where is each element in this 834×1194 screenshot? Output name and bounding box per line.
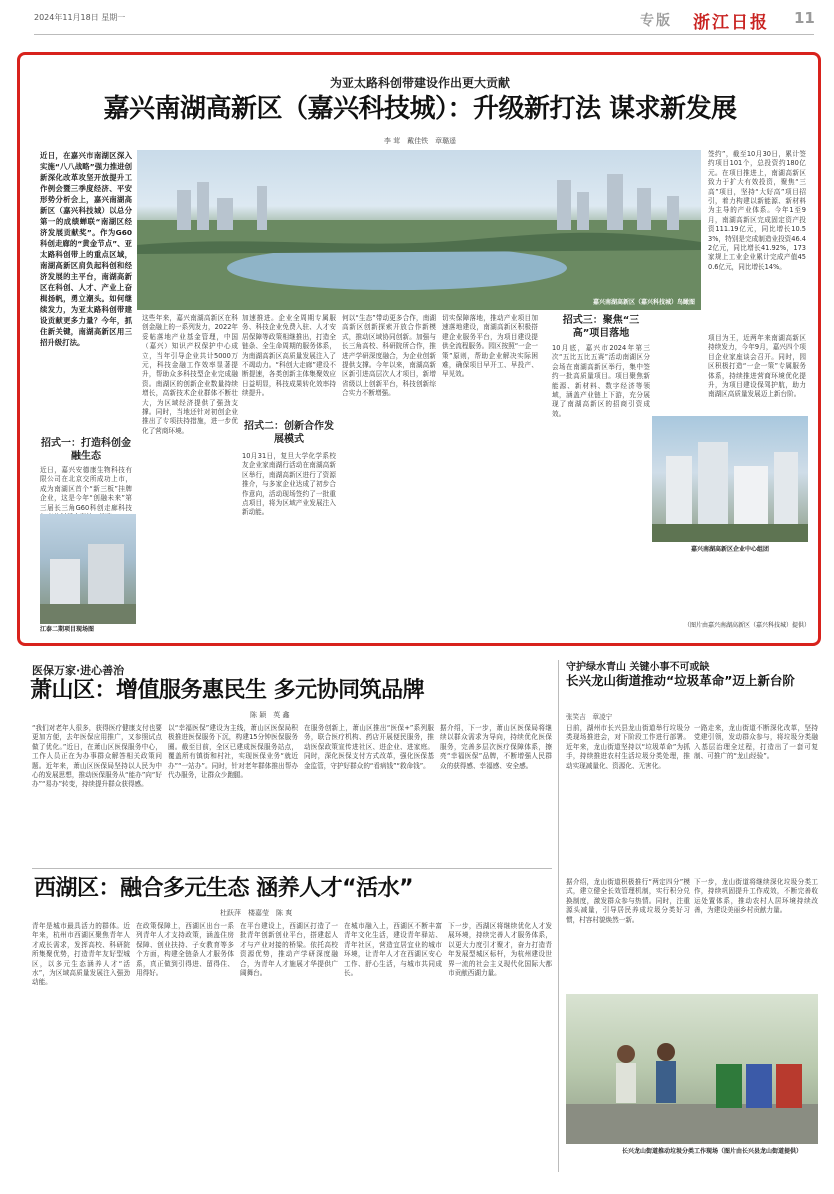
story4-body3: 在平台建设上，西湖区打造了一批青年创新创业平台，搭建起人才与产业对接的桥梁。依托高校资源优势，推动产学研深度融合，为青年人才施展才华提供广阔舞台。	[240, 922, 338, 978]
enterprise-center-illustration	[652, 416, 808, 542]
story4-body5: 下一步，西湖区将继续优化人才发展环境，持续完善人才服务体系，以更大力度引才聚才，奋力打造青年发展型城区标杆，为杭州建设世界一流的社会主义现代化国际大都市贡献西湖力量。	[448, 922, 552, 978]
story3-body3: 据介绍，龙山街道积极推行“两定四分”模式，建立健全长效管理机制，实行积分兑换制度，激发群众参与热情。同时，注重源头减量，引导居民养成垃圾分类好习惯，村容村貌焕然一新。	[566, 878, 690, 924]
header-section: 专版	[640, 13, 672, 29]
story3-body1: 日前，湖州市长兴县龙山街道举行垃圾分类现场推进会，对下阶段工作进行部署。近年来，龙山街道坚持以“垃圾革命”为抓手，持续推进农村生活垃圾分类处理，推动实现减量化、资源化、无害化。	[566, 724, 690, 770]
story2-headline: 萧山区：增值服务惠民生 多元协同筑品牌	[30, 678, 425, 703]
photo3-caption: （图片由嘉兴南湖高新区（嘉兴科技城）提供）	[683, 622, 810, 629]
story3-body2: 一路走来，龙山街道不断深化改革，坚持党建引领，发动群众参与，将垃圾分类融入基层治理全过程，打造出了一套可复制、可推广的“龙山经验”。	[694, 724, 818, 761]
story3-kicker: 守护绿水青山 关键小事不可或缺	[566, 662, 710, 673]
nanhu-aerial-photo	[137, 150, 701, 310]
header-date: 2024年11月18日 星期一	[34, 13, 126, 22]
story1-kicker: 为亚太路科创带建设作出更大贡献	[329, 76, 510, 90]
story4-body4: 在城市融入上，西湖区不断丰富青年文化生活，建设青年驿站、青年社区，营造宜居宜业的城市环境，让青年人才在西湖区安心工作、舒心生活，与城市共同成长。	[344, 922, 442, 978]
garbage-sorting-illustration	[566, 994, 818, 1144]
story1-lead: 近日，在嘉兴市南湖区深入实施“八八战略”强力推进创新深化改革攻坚开放提升工作例会暨三季度经济、平安形势分析会上，嘉兴南湖高新区（嘉兴科技城）以总分第一的成绩蝉联“南湖区经济发展贡献奖”。作为G60科创走廊的“黄金节点”、亚太路科创带上的重点区域，南湖高新区肩负起科创和经济发展的主平台，南湖高新区在科创、人才、产业上奋楫扬帆，勇立潮头。如何继续发力，为亚太路科创带建设贡献更多力量？今年，抓住新关键，南湖高新区用三招升级打法。	[40, 151, 132, 347]
story2-body3: 在服务创新上，萧山区推出“医保+”系列服务，联合医疗机构、药店开展便民服务，推动医保政策宣传进社区、进企业、进家庭。同时，深化医保支付方式改革，强化医保基金监管，守护好群众的“看病钱”“救命钱”。	[304, 724, 434, 770]
story3-headline: 长兴龙山街道推动“垃圾革命”迈上新台阶	[566, 673, 795, 688]
story1-byline: 李 茸 戴佳铁 章璐遥	[383, 137, 457, 145]
story3-body4: 下一步，龙山街道将继续深化垃圾分类工作，持续巩固提升工作成效，不断完善收运处置体系，推动农村人居环境持续改善，为建设美丽乡村贡献力量。	[694, 878, 818, 915]
header-logo: 浙江日报	[693, 13, 769, 33]
story3-photo-caption: 长兴龙山街道推动垃圾分类工作现场（图片由长兴县龙山街道提供）	[621, 1148, 802, 1155]
story2-body1: “我们对老年人很多，获得医疗健康支付也要更加方便，去年医保应用推广，又参照试点做了优化。”近日，在萧山区医保服务中心，工作人员正在为办事群众解答相关政策问题。近年来，萧山区医保局坚持以人民为中心的发展思想，推动医保服务从“能办”向“好办”“易办”转变，持续提升群众获得感。	[32, 724, 162, 789]
enterprise-center-photo	[652, 416, 808, 542]
story4-byline: 杜跃萍 楼嘉莹 陈 爽	[220, 909, 293, 917]
page-header	[0, 0, 834, 40]
story2-body4: 据介绍，下一步，萧山区医保局将继续以群众需求为导向，持续优化医保服务，完善多层次医疗保障体系，擦亮“幸福医保”品牌，不断增强人民群众的获得感、幸福感、安全感。	[440, 724, 552, 770]
header-rule	[34, 34, 814, 35]
story4-body2: 在政策保障上，西湖区出台一系列青年人才支持政策，涵盖住房保障、创业扶持、子女教育等多个方面，构建全链条人才服务体系，真正做到引得进、留得住、用得好。	[136, 922, 234, 978]
story4-headline: 西湖区：融合多元生态 涵养人才“活水”	[34, 876, 414, 901]
photo1-caption: 嘉兴南湖高新区（嘉兴科技城）鸟瞰图	[592, 299, 695, 306]
story2-kicker: 医保万家·进心善治	[32, 664, 125, 677]
nanhu-aerial-illustration	[137, 150, 701, 310]
story2-byline: 陈 颖 英 鑫	[250, 711, 290, 719]
story1-headline: 嘉兴南湖高新区（嘉兴科技城）：升级新打法 谋求新发展	[103, 94, 737, 124]
story1-col3-body: 加速推进。企业全周期专属服务、科技企业免费入驻、人才安居保障等政策相继推出，打造全链条、全生命周期的服务体系，为南湖高新区高质量发展注入了不竭动力。“科创大走廊”建设不断提速，各类创新主体集聚效应日益明显，科技成果转化效率持续提升。	[242, 314, 336, 398]
story1-col3-body2: 10月31日，复旦大学化学系校友企业家南湖行活动在南湖高新区举行，南湖高新区进行了资源推介，与多家企业达成了初步合作意向，活动现场签约了一批重点项目，将为区域产业发展注入新动能。	[242, 452, 336, 517]
header-page-number: 11	[794, 9, 815, 27]
story-divider-vertical	[558, 660, 559, 1172]
story1-col4-body: 何以“生态”带动更多合作，南湖高新区创新探索开放合作新模式，推动区域协同创新。加强与长三角高校、科研院所合作，推进产学研深度融合，为企业创新提供支撑。今年以来，南湖高新区新引进高层次人才项目，新增省级以上创新平台，科技创新综合实力不断增强。	[342, 314, 436, 398]
photo-small-caption: 江泰二期项目现场图	[40, 626, 95, 633]
construction-illustration	[40, 514, 136, 624]
story1-section3-title: 招式三：聚焦“三高”项目落地	[562, 315, 640, 339]
garbage-sorting-photo	[566, 994, 818, 1144]
story4-top-rule	[32, 868, 552, 869]
story1-col5-body: 切实保障落地，推动产业项目加速落地建设，南湖高新区积极搭建企业服务平台，为项目建设提供全流程服务。园区按照“一企一策”原则，帮助企业解决实际困难，确保项目早开工、早投产、早见效。	[442, 314, 538, 379]
story1-col5-body2: 10月底，嘉兴市2024年第三次“五比五比五赛”活动南湖区分会场在南湖高新区举行，集中签约一批高质量项目。项目聚焦新能源、新材料、数字经济等领域，涵盖产业链上下游，充分展现了南湖高新区的招商引资成效。	[552, 344, 650, 418]
story3-byline: 张笑吉 章凌宁	[566, 713, 613, 721]
story1-section2-title: 招式二：创新合作发展模式	[244, 421, 334, 445]
story1-col6-body: 签约”，截至10月30日，累计签约项目101个，总投资约180亿元。在项目推进上，南湖高新区致力于扩大有效投资，聚焦“三高”项目，坚持“大好高”项目招引，着力构建以新能源、新材料为主导的产业体系。今年1至9月，南湖高新区完成固定资产投资111.19亿元，同比增长10.53%，特别是完成制造业投资46.42亿元，同比增长41.92%，173家规上工业企业累计完成产值450.6亿元，同比增长14%。	[708, 150, 806, 271]
story1-col1-body2: 近日，嘉兴安德康生物科技有限公司在北京交所成功上市，成为南湖区首个“新三板”挂牌企业，这是今年“创融未来”第三届长三角G60科创走廊科技	[40, 466, 132, 512]
story1-col6-body2: 项目为王，近两年来南湖高新区持续发力，今年9月，嘉兴四个项目企业家座谈会召开。同时，园区积极打造“一企一策”专属服务体系，持续推进营商环境优化提升，为项目建设保驾护航，助力南湖区高质量发展迈上新台阶。	[708, 334, 806, 399]
story1-col2-body: 这些年来，嘉兴南湖高新区在科创金融上的一系列发力，2022年妥帖落地产业基金管理，中国（嘉兴）知识产权保护中心成立，当年引导企业共计5000万元，科技金融工作效率显著提升，帮助众多科技型企业完成融资。南湖区的创新企业数量持续增长，高新技术企业群体不断壮大，为区域经济提供了强劲支撑。同时，当地还针对初创企业推出了专项扶持措施，进一步优化了营商环境。	[142, 314, 238, 435]
photo2-caption: 嘉兴南湖高新区企业中心组团	[690, 546, 769, 553]
project-construction-photo	[40, 514, 136, 624]
story2-body2: 以“幸福医保”建设为主线，萧山区医保局积极推进医保服务下沉，构建15分钟医保服务圈。截至目前，全区已建成医保服务站点，覆盖所有镇街和村社，实现医保业务“就近办”“一站办”。同时，针对老年群体推出帮办代办服务，让群众少跑腿。	[168, 724, 298, 780]
story1-section1-title: 招式一：打造科创金融生态	[41, 438, 131, 462]
story4-body1: 青年是城市最具活力的群体。近年来，杭州市西湖区聚焦青年人才成长需求，发挥高校、科研院所集聚优势，打造青年友好型城区，以多元生态涵养人才“活水”，为区域高质量发展注入强劲动能。	[32, 922, 130, 987]
